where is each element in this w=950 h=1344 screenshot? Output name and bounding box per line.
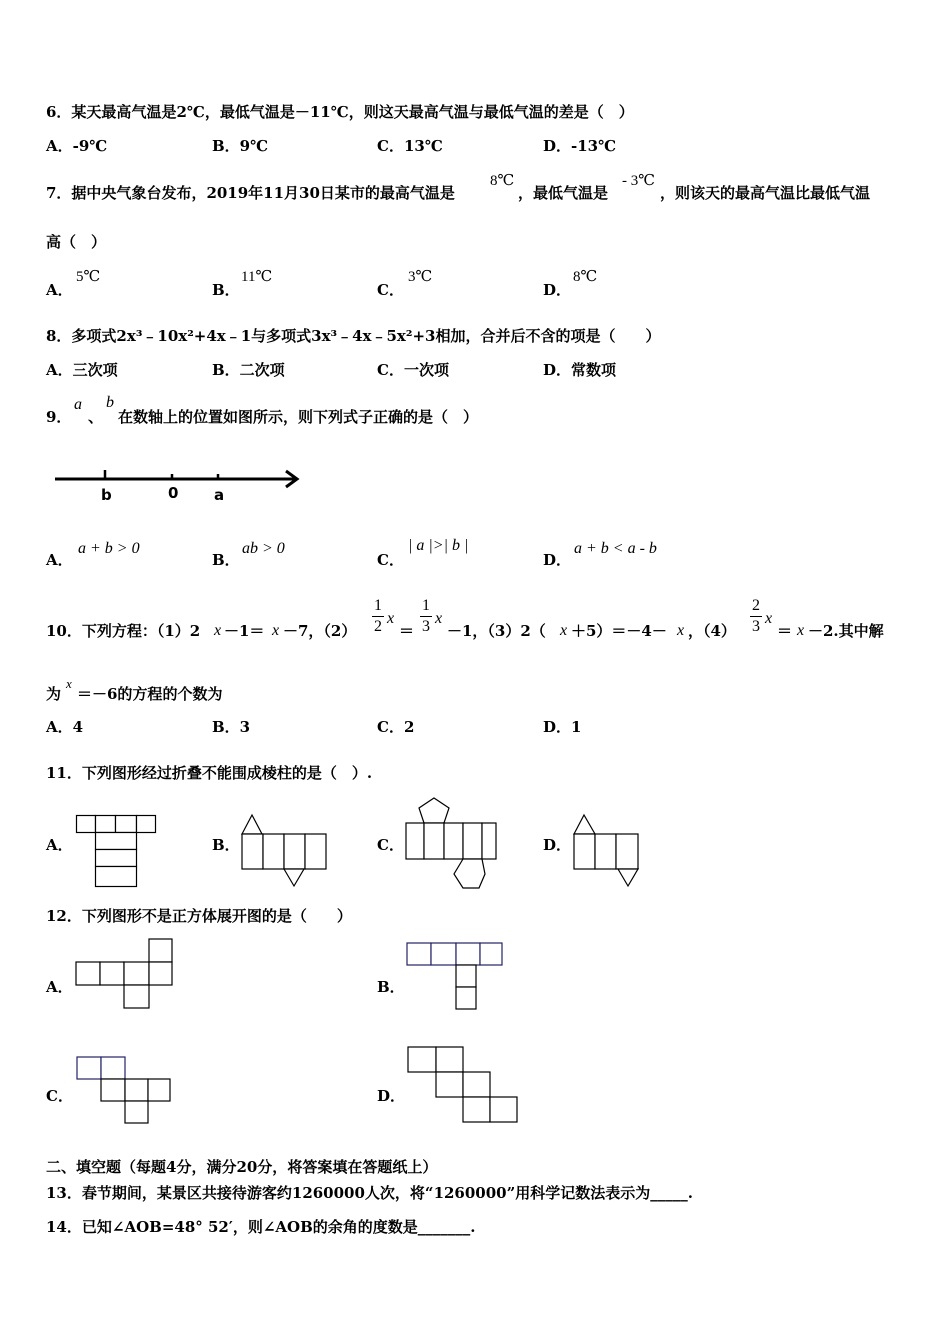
q8-option-d[interactable]: D．常数项 — [543, 361, 617, 379]
q10-part2: －7，（2） — [283, 622, 357, 640]
q8-option-c[interactable]: C．一次项 — [377, 361, 449, 379]
q6-option-d[interactable]: D．-13℃ — [543, 137, 617, 155]
fraction-two-thirds-den: 3 — [752, 618, 760, 635]
q7-option-d[interactable]: D． — [543, 281, 572, 299]
q10-x4: x — [435, 610, 443, 627]
fraction-one-third — [420, 598, 432, 635]
question-8-stem: 8．多项式2x³﹣10x²+4x﹣1与多项式3x³﹣4x﹣5x²+3相加，合并后不含的项是（ ） — [46, 327, 661, 345]
q9-option-c-value: | a |>| b | — [408, 537, 469, 554]
question-6-stem: 6．某天最高气温是2℃，最低气温是－11℃，则这天最高气温与最低气温的差是（ ） — [46, 103, 634, 121]
q9-option-b-value: ab > 0 — [242, 540, 285, 557]
q11-net-c — [405, 796, 500, 891]
question-7-stem-a: 7．据中央气象台发布，2019年11月30日某市的最高气温是 — [46, 184, 455, 202]
question-9-number: 9． — [46, 408, 72, 426]
axis-label-zero: 0 — [168, 484, 179, 502]
q8-option-a[interactable]: A．三次项 — [46, 361, 118, 379]
q10-x1: x — [214, 622, 222, 639]
axis-label-a: a — [214, 486, 225, 504]
q7-low-temp: - 3℃ — [622, 173, 656, 189]
q6-option-b[interactable]: B．9℃ — [212, 137, 269, 155]
q11-option-d[interactable]: D． — [543, 836, 572, 854]
q11-option-b[interactable]: B． — [212, 836, 240, 854]
q9-separator: 、 — [88, 408, 104, 426]
q12-option-c[interactable]: C． — [46, 1087, 73, 1105]
section-2-title: 二、填空题（每题4分，满分20分，将答案填在答题纸上） — [46, 1158, 438, 1176]
question-7-stem-d: 高（ ） — [46, 233, 107, 251]
q9-option-d[interactable]: D． — [543, 551, 572, 569]
question-13-stem: 13．春节期间，某景区共接待游客约1260000人次，将“1260000”用科学记数法表示为_____. — [46, 1184, 693, 1202]
q10-x5: x — [560, 622, 568, 639]
q10-x2: x — [272, 622, 280, 639]
question-7-stem-c: ，则该天的最高气温比最低气温 — [660, 184, 871, 202]
q12-option-a[interactable]: A． — [46, 978, 73, 996]
q6-option-c[interactable]: C．13℃ — [377, 137, 443, 155]
q10-part7: ＝ — [777, 622, 793, 640]
fraction-one-third-den: 3 — [422, 618, 430, 635]
q12-net-d — [406, 1045, 521, 1125]
question-14-stem: 14．已知∠AOB=48° 52′，则∠AOB的余角的度数是_______. — [46, 1218, 476, 1236]
q10-x8: x — [797, 622, 805, 639]
q11-option-c[interactable]: C． — [377, 836, 404, 854]
axis-label-b: b — [101, 486, 112, 504]
q12-net-a — [75, 938, 175, 1012]
fraction-one-half-num: 1 — [374, 597, 382, 614]
q10-option-c[interactable]: C．2 — [377, 718, 415, 736]
q9-option-b[interactable]: B． — [212, 551, 240, 569]
q10-option-b[interactable]: B．3 — [212, 718, 251, 736]
q10-option-d[interactable]: D．1 — [543, 718, 582, 736]
q7-option-d-value: 8℃ — [573, 269, 598, 285]
q11-option-a[interactable]: A． — [46, 836, 73, 854]
fraction-one-half-den: 2 — [374, 618, 382, 635]
fraction-one-third-num: 1 — [422, 597, 430, 614]
q10-x3: x — [387, 610, 395, 627]
q10-x6: x — [677, 622, 685, 639]
q10-part3: ＝ — [399, 622, 415, 640]
q7-option-c[interactable]: C． — [377, 281, 404, 299]
q10-line2-a: 为 — [46, 685, 62, 703]
q12-option-d[interactable]: D． — [377, 1087, 406, 1105]
number-line-figure — [50, 462, 310, 512]
fraction-one-half — [372, 598, 384, 635]
q9-var-a: a — [74, 396, 82, 413]
q7-option-c-value: 3℃ — [408, 269, 433, 285]
q11-net-b — [241, 812, 331, 890]
question-10-start: 10．下列方程：（1）2 — [46, 622, 201, 640]
q10-x7: x — [765, 610, 773, 627]
q9-option-d-value: a + b < a - b — [574, 540, 657, 557]
q7-option-b[interactable]: B． — [212, 281, 240, 299]
q11-net-a — [76, 815, 158, 890]
q10-part1: －1＝ — [224, 622, 265, 640]
q12-net-b — [405, 941, 505, 1011]
q11-net-d — [572, 812, 644, 890]
question-11-stem: 11．下列图形经过折叠不能围成棱柱的是（ ）. — [46, 764, 373, 782]
q6-option-a[interactable]: A．-9℃ — [46, 137, 108, 155]
q7-option-a-value: 5℃ — [76, 269, 101, 285]
q8-option-b[interactable]: B．二次项 — [212, 361, 285, 379]
fraction-two-thirds — [750, 598, 762, 635]
q10-line2-b: ＝－6的方程的个数为 — [77, 685, 223, 703]
q12-option-b[interactable]: B． — [377, 978, 405, 996]
q10-part8: －2.其中解 — [808, 622, 884, 640]
q9-option-c[interactable]: C． — [377, 551, 404, 569]
q9-option-a[interactable]: A． — [46, 551, 73, 569]
q7-option-b-value: 11℃ — [241, 269, 273, 285]
q9-var-b: b — [106, 394, 114, 411]
question-12-stem: 12．下列图形不是正方体展开图的是（ ） — [46, 907, 352, 925]
fraction-two-thirds-num: 2 — [752, 597, 760, 614]
q10-option-a[interactable]: A．4 — [46, 718, 84, 736]
q12-net-c — [75, 1055, 175, 1125]
q7-high-temp: 8℃ — [490, 173, 515, 189]
q7-option-a[interactable]: A． — [46, 281, 73, 299]
q9-option-a-value: a + b > 0 — [78, 540, 140, 557]
question-7-stem-b: ，最低气温是 — [518, 184, 609, 202]
q10-part4: －1，（3）2（ — [447, 622, 546, 640]
question-9-stem: 在数轴上的位置如图所示，则下列式子正确的是（ ） — [118, 408, 479, 426]
q10-part5: ＋5）＝－4－ — [571, 622, 667, 640]
q10-x9: x — [66, 676, 72, 691]
q10-part6: ，（4） — [688, 622, 736, 640]
